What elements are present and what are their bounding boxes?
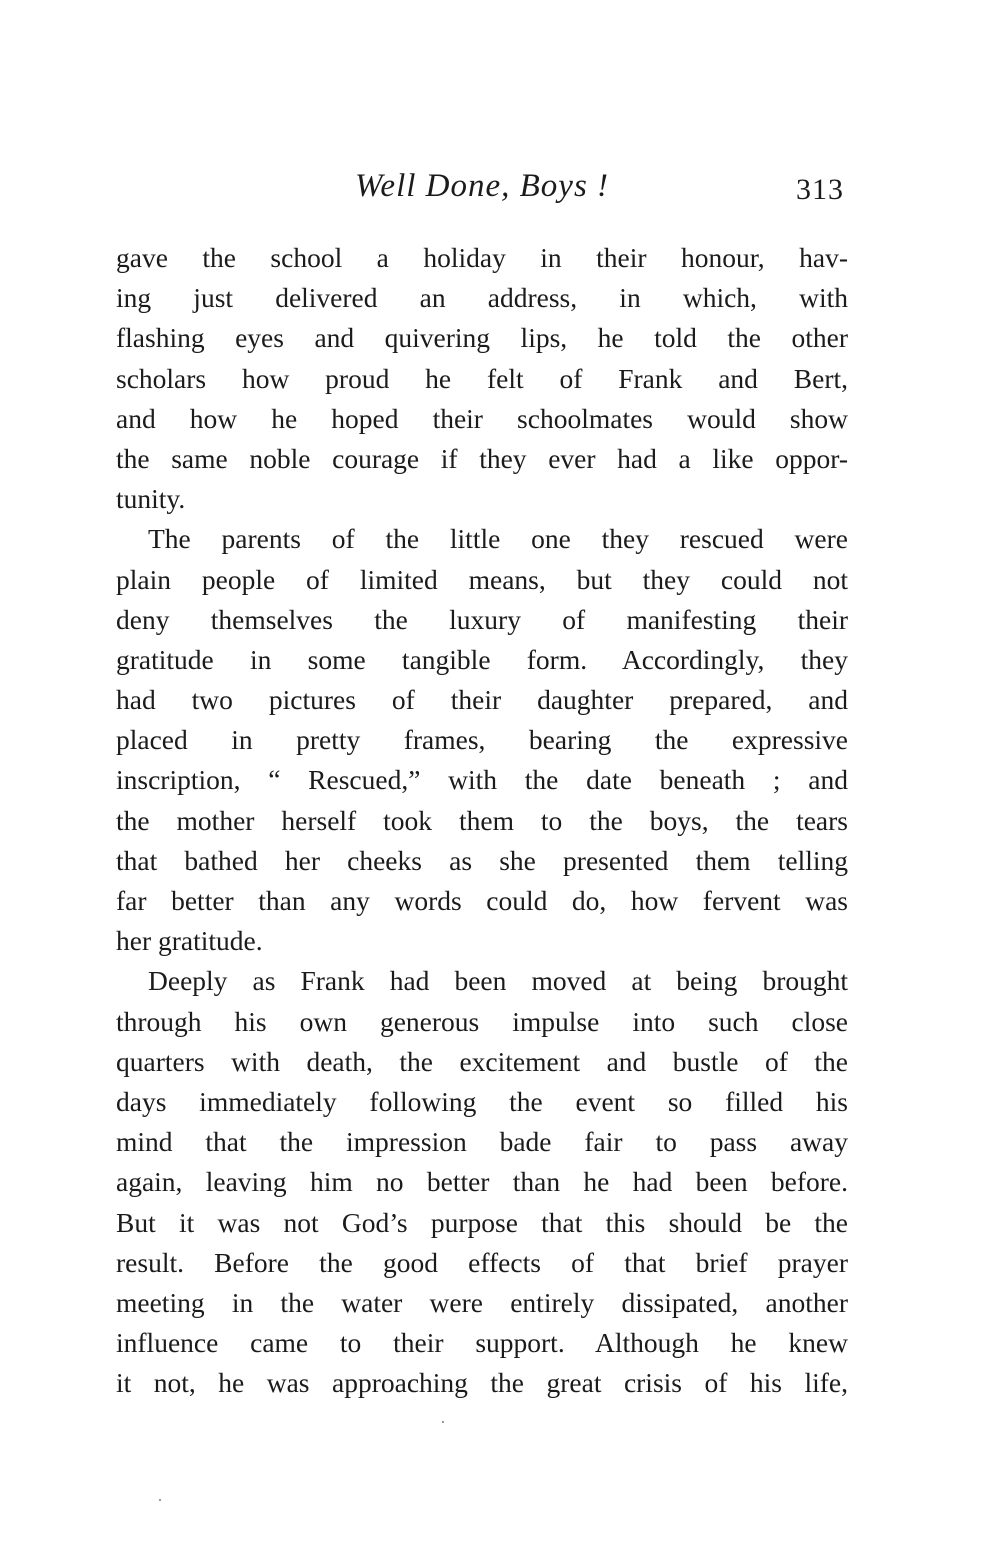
text-line: gratitude in some tangible form. Accordingly, they — [116, 643, 848, 675]
text-line: The parents of the little one they rescued were — [148, 523, 848, 555]
text-line: influence came to their support. Although he knew — [116, 1327, 848, 1359]
paragraph — [116, 961, 848, 1403]
text-line: meeting in the water were entirely dissipated, another — [116, 1286, 848, 1318]
page-number: 313 — [796, 173, 844, 206]
text-line: tunity. — [116, 483, 186, 515]
text-line: scholars how proud he felt of Frank and Bert, — [116, 362, 848, 394]
text-line: plain people of limited means, but they could not — [116, 563, 848, 595]
text-line: the same noble courage if they ever had a like oppor- — [116, 442, 848, 474]
text-line: ing just delivered an address, in which, with — [116, 282, 848, 314]
text-line: But it was not God’s purpose that this should be the — [116, 1206, 848, 1238]
print-speck — [442, 1421, 444, 1423]
text-line: had two pictures of their daughter prepared, and — [116, 684, 848, 716]
text-line: through his own generous impulse into such close — [116, 1005, 848, 1037]
text-line: the mother herself took them to the boys, the tears — [116, 804, 848, 836]
text-line: result. Before the good effects of that brief prayer — [116, 1246, 848, 1278]
text-line: gave the school a holiday in their honour, hav- — [116, 242, 848, 273]
text-line: flashing eyes and quivering lips, he told the other — [116, 322, 848, 354]
running-title: Well Done, Boys ! — [354, 168, 610, 204]
text-line: her gratitude. — [116, 925, 263, 957]
body-text — [116, 238, 848, 1403]
text-line: deny themselves the luxury of manifesting their — [116, 603, 848, 635]
text-line: far better than any words could do, how fervent was — [116, 885, 848, 916]
paragraph — [116, 519, 848, 961]
text-line: it not, he was approaching the great crisis of his life, — [116, 1367, 848, 1399]
paragraph — [116, 238, 848, 519]
text-line: placed in pretty frames, bearing the expressive — [116, 724, 848, 756]
running-head — [116, 166, 848, 218]
text-line: quarters with death, the excitement and bustle of the — [116, 1045, 848, 1077]
text-line: mind that the impression bade fair to pass away — [116, 1126, 848, 1158]
text-line: again, leaving him no better than he had been before. — [116, 1166, 848, 1198]
text-line: days immediately following the event so filled his — [116, 1085, 848, 1117]
text-line: that bathed her cheeks as she presented them telling — [116, 844, 848, 876]
text-line: Deeply as Frank had been moved at being brought — [148, 965, 848, 997]
print-speck — [159, 1499, 161, 1501]
text-line: and how he hoped their schoolmates would show — [116, 402, 848, 434]
text-line: inscription, “ Rescued,” with the date beneath ; and — [116, 764, 848, 796]
